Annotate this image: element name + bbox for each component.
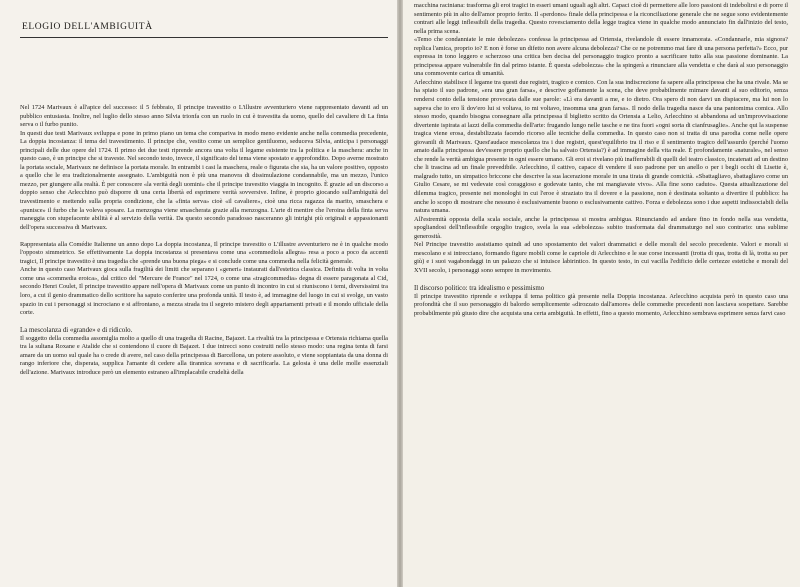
right-page (400, 0, 800, 587)
section-intro (20, 104, 388, 232)
paragraph: «Temo che condanniate le mie debolezze» confessa la principessa ad Ortensia, rivelandole di essere innamorata. «Condannarle, mia signora? replica l'amica, proprio io? E non è forse un difetto non avere alcuna debolezza? Che ce ne potremmo mai fare di una persona perfetta?» Ecco, pur espressa in tono leggero e scherzoso una critica ben decisa del personaggio tragico pronto a sacrificare tutto alla sua passione dominante. La principessa appare vulnerabile fin dal primo istante. È questa «debolezza» che la spingerà a rinunciare alla vendetta e che darà al suo personaggio una commovente carica di umanità. (414, 36, 788, 78)
section-mescolanza (20, 335, 388, 378)
section-heading: La mescolanza di «grande» e di ridicolo. (20, 326, 133, 334)
paragraph: In questi due testi Marivaux sviluppa e pone in primo piano un tema che compariva in modo meno evidente anche nella commedia precedente, La doppia incostanza: il tema del travestimento. Il principe che, vestito come un semplice gentiluomo, seduceva Silvia, anticipa i personaggi principali delle due opere del 1724. Il primo dei due testi riprende ancora una volta il legame esistente tra la politica e la maschera: anche in questo caso, è un principe che si traveste. Nel secondo testo, invece, il significato del tema viene spostato e approfondito. Dopo averne mostrato la portata sociale, Marivaux ne definisce la portata morale. In entrambi i casi la maschera, reale o figurata che sia, ha un valore positivo, opposto a quello che le era tradizionalmente assegnato. L'ambiguità non è più una manovra di dissimulazione condannabile, ma un mezzo, l'unico mezzo, per giungere alla realtà. È per conoscere «la verità degli uomini» che il principe travestito viaggia in incognito. È grazie ad un discorso a doppio senso che Arlecchino può disporre di una certa libertà ed esprimere verità sovversive. Infine, è proprio giocando sull'ambiguità del travestimento e mettendo sulla propria condizione, che la «finta serva» cioè «il cavaliere», cioè una ricca ragazza da marito, smaschera e «punisce» il furbo che la voleva sposare. La menzogna viene smascherata grazie alla menzogna. L'arte di mentire che l'eroina della finta serva maneggia con stupefacente abilità è al servizio della verità. Da questo secondo paradosso nasceranno gli intrighi più originali e appassionanti dell'opera successiva di Marivaux. (20, 129, 388, 231)
paragraph: Rappresentata alla Comédie Italienne un anno dopo La doppia incostanza, Il principe travestito o L'illustre avventuriero ne è in qualche modo l'opposto simmetrico. Se effettivamente La doppia incostanza si presentava come una «commediola allegra» resa a poco a poco da accenti tragici, Il principe travestito è una tragedia che «prende una buona piega» e si conclude come una commedia nella felicità generale. (20, 240, 388, 265)
paragraph: Nel 1724 Marivaux è all'apice del successo: il 5 febbraio, Il principe travestito o L'illustre avventuriero viene rappresentato davanti ad un pubblico entusiasta. Inoltre, nel luglio dello stesso anno Silvia trionfa con un ruolo in cui è travestita da uomo, quello del cavaliere di La finta serva o il furbo punito. (20, 104, 388, 129)
paragraph: Anche in questo caso Marivaux gioca sulla fragilità dei limiti che separano i «generi» instaurati dall'estetica classica. Definita di volta in volta come una «commedia eroica», dal critico del "Mercure de France" nel 1724, o come una «tragicommedia» degna di essere paragonata al Cid, secondo Henri Coulet, Il principe travestito appare nell'opera di Marivaux come un punto di incontro in cui si riuniscono i temi, diversissimi tra loro, a cui il genio drammatico dello scrittore ha saputo conferire una profonda unità. Il testo è, ad immagine del luogo in cui si svolge, un vasto spazio in cui i personaggi si incrociano e si affrontano, a mezza strada tra il segreto mistero degli appartamenti privati e il mondo ufficiale della corte. (20, 266, 388, 317)
paragraph: All'estremità opposta della scala sociale, anche la principessa si mostra ambigua. Rinunciando ad andare fino in fondo nella sua vendetta, spogliandosi dell'inflessibile orgoglio tragico, svela la sua «debolezza» subito trasformata dal drammaturgo nel suo contrario: una sublime generosità. (414, 215, 788, 240)
chapter-title: ELOGIO DELL'AMBIGUITÀ (20, 16, 388, 38)
section-continued (414, 2, 788, 276)
section-principe (20, 241, 388, 318)
paragraph: Il principe travestito riprende e sviluppa il tema politico già presente nella Doppia incostanza. Arlecchino acquista però in questo caso una profondità che il suo personaggio di balordo semplicemente «dirozzato dall'amore» delle commedie precedenti non lasciava sospettare. Sarebbe probabilmente più giusto dire che acquista una certa ambiguità. In effetti, fino a questo momento, Arlecchino sembrava esprimere senza farvi caso (414, 292, 788, 317)
paragraph: macchina raciniana: trasforma gli eroi tragici in esseri umani uguali agli altri. Capaci cioè di permettere alle loro passioni di indebolirsi e di porre il sentimento più in alto dell'amor proprio ferito. Il «perdono» finale della principessa e la riconciliazione generale che ne segue sono evidentemente contrari alle leggi inflessibili della tragedia. Questo rovesciamento della legge tragica viene in qualche modo annunciato fin dall'inizio del testo, nella prima scena. (414, 2, 788, 35)
section-politico (414, 293, 788, 319)
section-heading: Il discorso politico: tra idealismo e pessimismo (414, 284, 545, 292)
paragraph: Nel Principe travestito assistiamo quindi ad uno spostamento dei valori drammatici e delle morali del secolo precedente. Valori e morali si mescolano e si intrecciano, formando figure mobili come le capriole di Arlecchino e le sue corse incessanti (trotta di qua, trotta di là, trotta su per giù) e i suoi vagabondaggi in un palazzo che si intuisce labirintico. In questo testo, in cui vacilla l'edificio delle certezze estetiche e morali del XVII secolo, i personaggi sono sempre in movimento. (414, 241, 788, 274)
chapter-opening-space (20, 44, 388, 104)
paragraph: Arlecchino stabilisce il legame tra questi due registri, tragico e comico. Con la sua indiscrezione fa sapere alla principessa che ha una rivale. Ma se ha spiato il suo padrone, «era una gran farsa», e descrive goffamente la scena, che deve probabilmente mimare davanti al suo editorio, senza rendersi conto della tensione provocata dalle sue parole: «Lì era davanti a me, e io dietro. Ora spero di non darvi un dispiacere, ma lui non lo sapeva che io ero lì dov'ero lui si voltava, io mi voltavo, insomma una gran farsa». Il nodo della tragedia nasce da una pantomima comica. Allo stesso modo, quando bisogna consegnare alla principessa il biglietto scritto da Ortensia a Lelio, Arlecchino si abbandona ad un'improvvisazione divertente ispirata ai lazzi della commedia dell'arte: frugando lungo nelle tasche e ne tira fuori «ogni sorta di cianfrusaglie». Anche qui la suspense tragica viene erosa, destabilizzata facendo ricorso alle tecniche della commedia. In questo caso non si tratta di una parodia come nelle opere giovanili di Marivaux. Quest'audace mescolanza tra i due registri, quest'equilibrio tra il riso e il sentimento tragico dell'assurdo (perché l'uomo amato dalla principessa dev'essere proprio quello che ha salvato Ortensia?) è ad immagine della vita reale. È profondamente «naturale», nel senso che rende la verità ambigua presente in ogni essere umano. Gli eroi si rivelano più inafferrabili di quelli del teatro classico, incatenati ad un destino che li trascina ad un finale prevedibile. Arlecchino, il cattivo, capace di vendere il suo padrone per un anello o per i begli occhi di Lisette è, malgrado tutto, un simpatico briccone che descrive la sua lacerazione morale in una tirata di grande comicità. «Sbattagliavo, sbattagliavo come un Giulio Cesare, se mi vedevate così coraggioso e godevate tanto, che mi mangiavate vivo». Alla fine sono caduto». Questa attualizzazione del dilemma tragico, presente nei monologhi in cui l'eroe è straziato tra il dovere e la passione, non è destinata soltanto a divertire il pubblico: ha anche lo scopo di mostrare che nessuno è esclusivamente buono o esclusivamente cattivo. Forza e debolezza sono i due aspetti indissociabili della natura umana. (414, 78, 788, 215)
paragraph: Il soggetto della commedia assomiglia molto a quello di una tragedia di Racine, Bajazet. La rivalità tra la principessa e Ortensia richiama quella tra la sultana Roxane e Atalide che si contendono il cuore di Bajazet. I due intrecci sono costruiti nello stesso modo: una regina tenta di farsi amare da un uomo sul quale ha o crede di avere, nel caso della principessa di Barcellona, un potere assoluto, e viene soppiantata da una donna di rango inferiore che, disperata, supplica l'amante di cedere alla tirannica sovrana e di sacrificarla. La gelosia è una delle molle essenziali dell'azione. Marivaux introduce però un elemento estraneo all'implacabile crudeltà della (20, 334, 388, 376)
book-gutter (397, 0, 403, 587)
